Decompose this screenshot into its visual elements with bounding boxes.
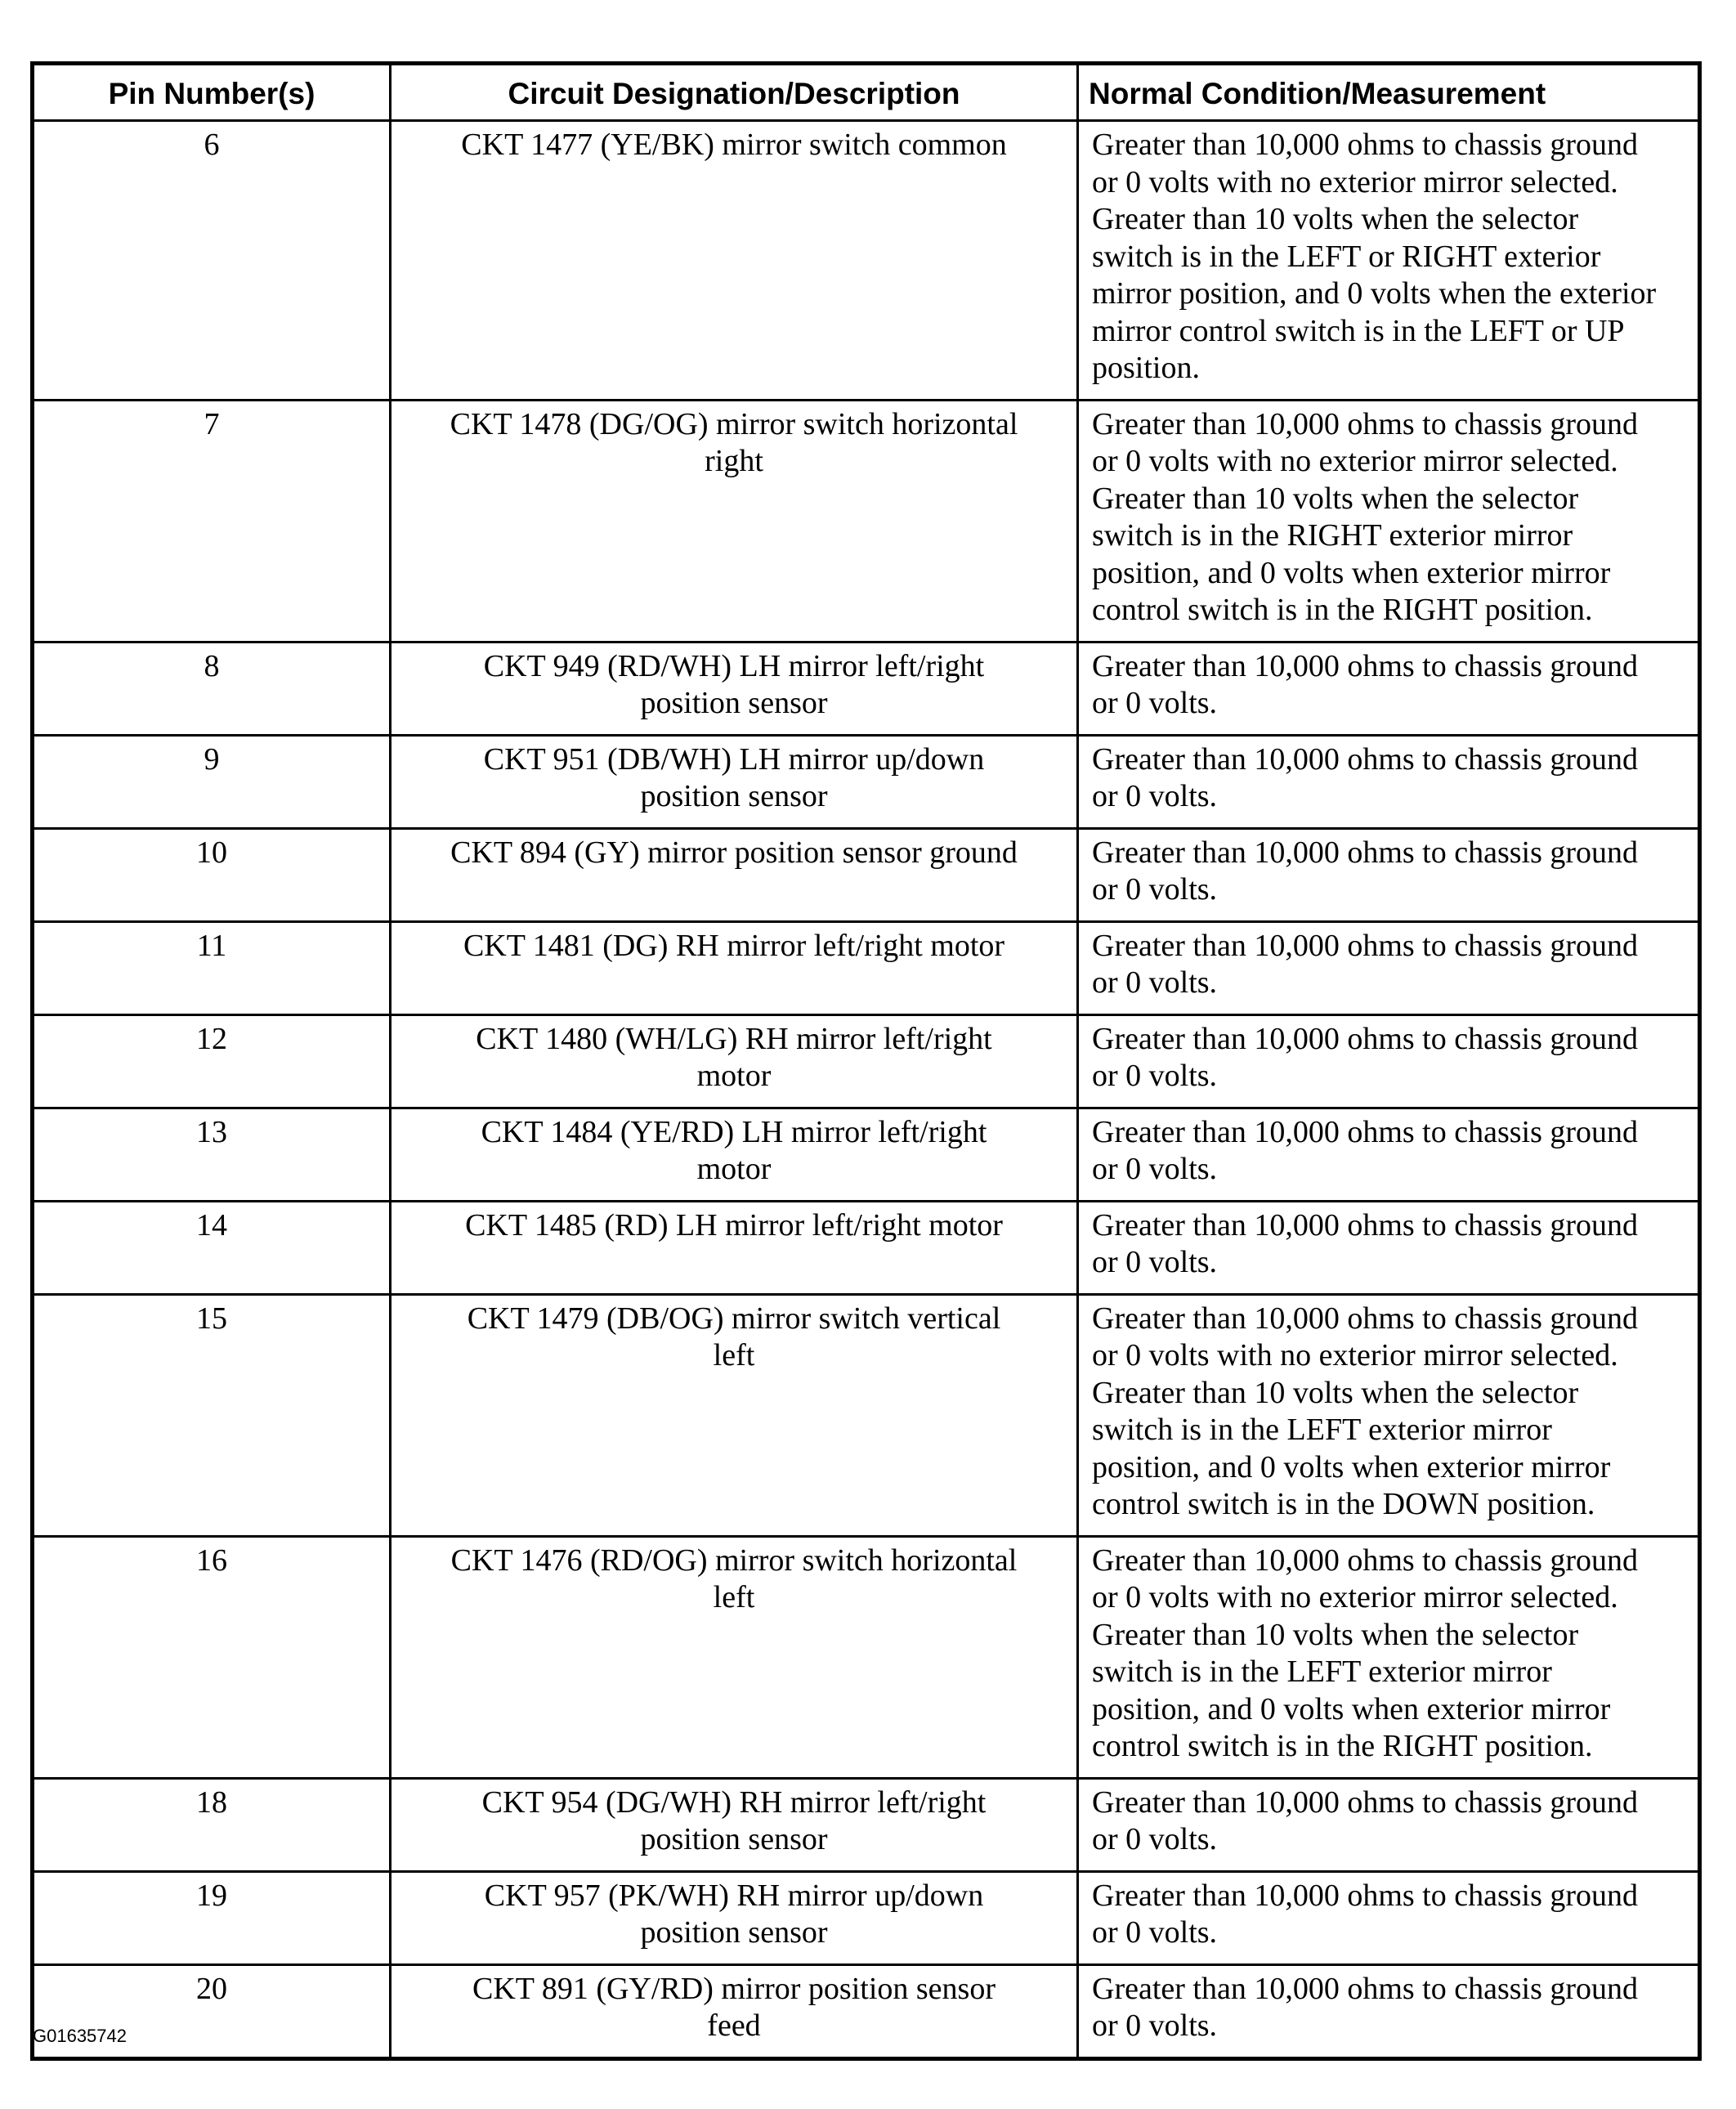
- normal-condition-line: Greater than 10,000 ohms to chassis ground: [1092, 1878, 1639, 1913]
- normal-condition-cell: [1078, 642, 1700, 735]
- normal-condition-cell: [1078, 1536, 1700, 1778]
- circuit-description-cell: [391, 400, 1078, 642]
- circuit-description-line: CKT 951 (DB/WH) LH mirror up/down: [483, 741, 985, 777]
- normal-condition-line: or 0 volts.: [1092, 1822, 1218, 1856]
- circuit-description-line: CKT 954 (DG/WH) RH mirror left/right: [481, 1784, 987, 1820]
- pin-number-cell: 6: [33, 121, 391, 401]
- normal-condition-line: Greater than 10,000 ohms to chassis ground: [1092, 741, 1639, 777]
- circuit-description-cell: [391, 828, 1078, 921]
- normal-condition-line: or 0 volts.: [1092, 1152, 1218, 1186]
- circuit-description-line: motor: [696, 1152, 772, 1186]
- circuit-description-line: CKT 1478 (DG/OG) mirror switch horizontal: [450, 406, 1018, 441]
- circuit-description-line: CKT 1480 (WH/LG) RH mirror left/right: [476, 1021, 992, 1056]
- normal-condition-line: position, and 0 volts when exterior mirror: [1092, 1449, 1611, 1484]
- circuit-description-line: position sensor: [640, 1915, 828, 1950]
- pin-number-cell: 13: [33, 1108, 391, 1201]
- table-row: [33, 1201, 1700, 1294]
- circuit-description-line: feed: [707, 2008, 761, 2043]
- normal-condition-line: Greater than 10,000 ohms to chassis ground: [1092, 1784, 1639, 1820]
- normal-condition-line: Greater than 10,000 ohms to chassis ground: [1092, 835, 1639, 870]
- normal-condition-line: Greater than 10 volts when the selector: [1092, 1617, 1579, 1652]
- circuit-description-line: motor: [696, 1059, 772, 1093]
- normal-condition-line: Greater than 10,000 ohms to chassis ground: [1092, 1971, 1639, 2006]
- normal-condition-cell: [1078, 735, 1700, 828]
- normal-condition-line: mirror position, and 0 volts when the exterior: [1092, 276, 1657, 311]
- circuit-description-cell: [391, 921, 1078, 1014]
- normal-condition-line: Greater than 10,000 ohms to chassis ground: [1092, 1114, 1639, 1149]
- circuit-description-line: CKT 1485 (RD) LH mirror left/right motor: [465, 1207, 1003, 1243]
- normal-condition-line: or 0 volts.: [1092, 1059, 1218, 1093]
- normal-condition-line: or 0 volts.: [1092, 779, 1218, 813]
- pin-number-cell: 11: [33, 921, 391, 1014]
- normal-condition-line: switch is in the LEFT exterior mirror: [1092, 1655, 1552, 1689]
- normal-condition-line: switch is in the LEFT or RIGHT exterior: [1092, 239, 1601, 274]
- circuit-description-line: CKT 1477 (YE/BK) mirror switch common: [461, 128, 1007, 162]
- normal-condition-line: or 0 volts with no exterior mirror selected.: [1092, 1580, 1618, 1614]
- circuit-description-line: position sensor: [640, 686, 828, 720]
- table-row: [33, 1778, 1700, 1871]
- circuit-description-line: position sensor: [640, 1822, 828, 1856]
- normal-condition-line: switch is in the LEFT exterior mirror: [1092, 1413, 1552, 1447]
- circuit-description-line: position sensor: [640, 779, 828, 813]
- normal-condition-line: or 0 volts.: [1092, 872, 1218, 907]
- connector-pinout-table: [30, 61, 1702, 2061]
- circuit-description-line: left: [713, 1580, 755, 1614]
- table-row: [33, 828, 1700, 921]
- normal-condition-line: or 0 volts.: [1092, 1245, 1218, 1279]
- normal-condition-line: Greater than 10 volts when the selector: [1092, 481, 1579, 516]
- circuit-description-cell: [391, 735, 1078, 828]
- pin-number-cell: 10: [33, 828, 391, 921]
- pin-number-cell: 12: [33, 1014, 391, 1108]
- circuit-description-line: left: [713, 1338, 755, 1372]
- column-header-normal-condition: Normal Condition/Measurement: [1078, 64, 1700, 121]
- circuit-description-cell: [391, 1536, 1078, 1778]
- pin-number-cell: 16: [33, 1536, 391, 1778]
- table-row: [33, 400, 1700, 642]
- table-row: [33, 121, 1700, 401]
- table-row: [33, 1108, 1700, 1201]
- circuit-description-line: CKT 894 (GY) mirror position sensor ground: [450, 835, 1018, 870]
- circuit-description-cell: [391, 1201, 1078, 1294]
- pin-number-cell: 20: [33, 1964, 391, 2058]
- normal-condition-line: or 0 volts with no exterior mirror selected.: [1092, 1338, 1618, 1372]
- normal-condition-line: switch is in the RIGHT exterior mirror: [1092, 518, 1573, 553]
- circuit-description-line: CKT 1484 (YE/RD) LH mirror left/right: [481, 1114, 987, 1149]
- normal-condition-cell: [1078, 1964, 1700, 2058]
- normal-condition-line: position, and 0 volts when exterior mirror: [1092, 555, 1611, 590]
- normal-condition-line: position.: [1092, 351, 1200, 385]
- circuit-description-cell: [391, 1778, 1078, 1871]
- normal-condition-line: control switch is in the RIGHT position.: [1092, 593, 1593, 627]
- circuit-description-line: CKT 1481 (DG) RH mirror left/right motor: [463, 928, 1005, 963]
- pin-number-cell: 15: [33, 1294, 391, 1536]
- table-body: [33, 121, 1700, 2059]
- table-row: [33, 1536, 1700, 1778]
- normal-condition-line: or 0 volts.: [1092, 965, 1218, 1000]
- table-row: [33, 921, 1700, 1014]
- normal-condition-cell: [1078, 1294, 1700, 1536]
- table-row: [33, 1014, 1700, 1108]
- normal-condition-line: or 0 volts.: [1092, 2008, 1218, 2043]
- circuit-description-cell: [391, 1014, 1078, 1108]
- normal-condition-line: Greater than 10,000 ohms to chassis ground: [1092, 648, 1639, 683]
- pin-number-cell: 9: [33, 735, 391, 828]
- circuit-description-cell: [391, 1871, 1078, 1964]
- normal-condition-line: Greater than 10,000 ohms to chassis ground: [1092, 128, 1639, 162]
- table-row: [33, 642, 1700, 735]
- table-row: [33, 1964, 1700, 2058]
- circuit-description-line: CKT 1479 (DB/OG) mirror switch vertical: [467, 1301, 1001, 1336]
- normal-condition-cell: [1078, 921, 1700, 1014]
- pin-number-cell: 19: [33, 1871, 391, 1964]
- circuit-description-cell: [391, 1964, 1078, 2058]
- circuit-description-cell: [391, 1108, 1078, 1201]
- pin-number-cell: 14: [33, 1201, 391, 1294]
- table-row: [33, 1871, 1700, 1964]
- circuit-description-line: right: [705, 444, 763, 478]
- normal-condition-cell: [1078, 121, 1700, 401]
- pin-number-cell: 8: [33, 642, 391, 735]
- table-row: [33, 735, 1700, 828]
- column-header-pin-number: Pin Number(s): [33, 64, 391, 121]
- normal-condition-cell: [1078, 1014, 1700, 1108]
- circuit-description-line: CKT 1476 (RD/OG) mirror switch horizontal: [450, 1543, 1018, 1578]
- normal-condition-line: Greater than 10,000 ohms to chassis ground: [1092, 406, 1639, 441]
- table-row: [33, 1294, 1700, 1536]
- normal-condition-line: or 0 volts.: [1092, 686, 1218, 720]
- normal-condition-line: or 0 volts.: [1092, 1915, 1218, 1950]
- normal-condition-cell: [1078, 1201, 1700, 1294]
- column-header-circuit-description: Circuit Designation/Description: [391, 64, 1078, 121]
- circuit-description-cell: [391, 642, 1078, 735]
- figure-id: G01635742: [33, 2026, 127, 2046]
- table-header-row: [33, 64, 1700, 121]
- circuit-description-line: CKT 891 (GY/RD) mirror position sensor: [472, 1971, 996, 2006]
- normal-condition-cell: [1078, 1108, 1700, 1201]
- normal-condition-line: Greater than 10,000 ohms to chassis ground: [1092, 1543, 1639, 1578]
- normal-condition-line: Greater than 10,000 ohms to chassis ground: [1092, 1207, 1639, 1243]
- normal-condition-line: Greater than 10 volts when the selector: [1092, 202, 1579, 236]
- normal-condition-line: mirror control switch is in the LEFT or UP: [1092, 313, 1625, 348]
- normal-condition-cell: [1078, 1871, 1700, 1964]
- normal-condition-line: Greater than 10,000 ohms to chassis ground: [1092, 1021, 1639, 1056]
- normal-condition-line: Greater than 10 volts when the selector: [1092, 1375, 1579, 1410]
- normal-condition-line: or 0 volts with no exterior mirror selected.: [1092, 164, 1618, 199]
- circuit-description-line: CKT 957 (PK/WH) RH mirror up/down: [484, 1878, 984, 1913]
- pin-number-cell: 18: [33, 1778, 391, 1871]
- normal-condition-cell: [1078, 828, 1700, 921]
- normal-condition-line: Greater than 10,000 ohms to chassis ground: [1092, 1301, 1639, 1336]
- normal-condition-line: Greater than 10,000 ohms to chassis ground: [1092, 928, 1639, 963]
- normal-condition-line: control switch is in the DOWN position.: [1092, 1487, 1595, 1521]
- normal-condition-cell: [1078, 1778, 1700, 1871]
- circuit-description-cell: [391, 121, 1078, 401]
- normal-condition-line: or 0 volts with no exterior mirror selected.: [1092, 444, 1618, 478]
- normal-condition-line: control switch is in the RIGHT position.: [1092, 1729, 1593, 1763]
- normal-condition-cell: [1078, 400, 1700, 642]
- circuit-description-line: CKT 949 (RD/WH) LH mirror left/right: [483, 648, 985, 683]
- circuit-description-cell: [391, 1294, 1078, 1536]
- pin-number-cell: 7: [33, 400, 391, 642]
- normal-condition-line: position, and 0 volts when exterior mirror: [1092, 1691, 1611, 1726]
